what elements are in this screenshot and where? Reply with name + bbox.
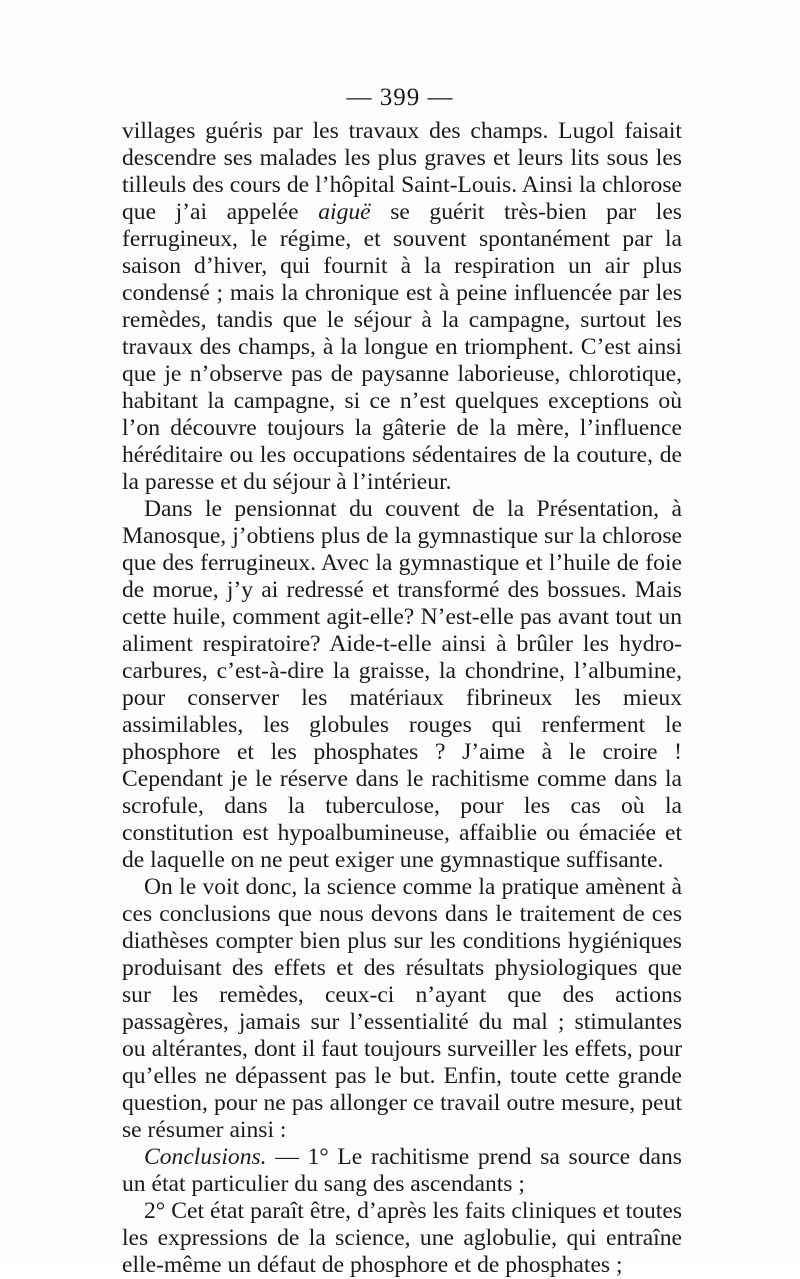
paragraph-3: On le voit donc, la science comme la pratique amènent à ces conclusions que nous devons dans le traitement de ces diathèses compter bien plus sur les conditions hygiéniques produisant des effets et des résultats physiologiques que sur les remèdes, ceux-ci n’ayant que des actions passagères, jamais sur l’essentialité du mal ; stimulantes ou altérantes, dont il faut toujours surveiller les effets, pour qu’elles ne dépassent pas le but. Enfin, toute cette grande question, pour ne pas allonger ce travail outre mesure, peut se résumer ainsi : [122,874,682,1143]
paragraph-1-italic: aiguë [318,199,371,225]
paragraph-conclusions [122,1144,682,1198]
paragraph-2: Dans le pensionnat du couvent de la Présentation, à Manosque, j’obtiens plus de la gymnastique sur la chlorose que des ferrugineux. Avec la gymnastique et l’huile de foie de morue, j’y ai redressé et transformé des bossues. Mais cette huile, comment agit-elle? N’est-elle pas avant tout un aliment respiratoire? Aide-t-elle ainsi à brûler les hydro-carbures, c’est-à-dire la graisse, la chondrine, l’albumine, pour conserver les matériaux fibrineux les mieux assimilables, les globules rouges qui renferment le phosphore et les phosphates ? J’aime à le croire ! Cependant je le réserve dans le rachitisme comme dans la scrofule, dans la tuberculose, pour les cas où la constitution est hypoalbumineuse, affaiblie ou émaciée et de laquelle on ne peut exiger une gymnastique suffisante. [122,496,682,873]
paragraph-5: 2° Cet état paraît être, d’après les faits cliniques et toutes les expressions de la science, une aglobulie, qui entraîne elle-même un défaut de phosphore et de phosphates ; [122,1198,682,1278]
conclusions-text: — 1° Le rachitisme prend sa source dans un état particulier du sang des ascendants ; [122,1144,682,1197]
paragraph-1 [122,118,682,496]
paragraph-1-text: villages guéris par les travaux des champs. Lugol faisait descendre ses malades les plus graves et leurs lits sous les tilleuls des cours de l’hôpital Saint-Louis. Ainsi la chlorose que j’ai appelée [122,118,682,225]
conclusions-label: Conclusions. [144,1144,267,1170]
body-text [122,118,682,1279]
page-number: — 399 — [346,84,454,111]
paragraph-1-rest: se guérit très-bien par les ferrugineux, le régime, et souvent spontanément par la saison d’hiver, qui fournit à la respiration un air plus condensé ; mais la chronique est à peine influencée par les remèdes, tandis que le séjour à la campagne, surtout les travaux des champs, à la longue en triomphent. C’est ainsi que je n’observe pas de paysanne laborieuse, chlorotique, habitant la campagne, si ce n’est quelques exceptions où l’on découvre toujours la gâterie de la mère, l’influence héréditaire ou les occupations sédentaires de la couture, de la paresse et du séjour à l’intérieur. [122,199,682,495]
